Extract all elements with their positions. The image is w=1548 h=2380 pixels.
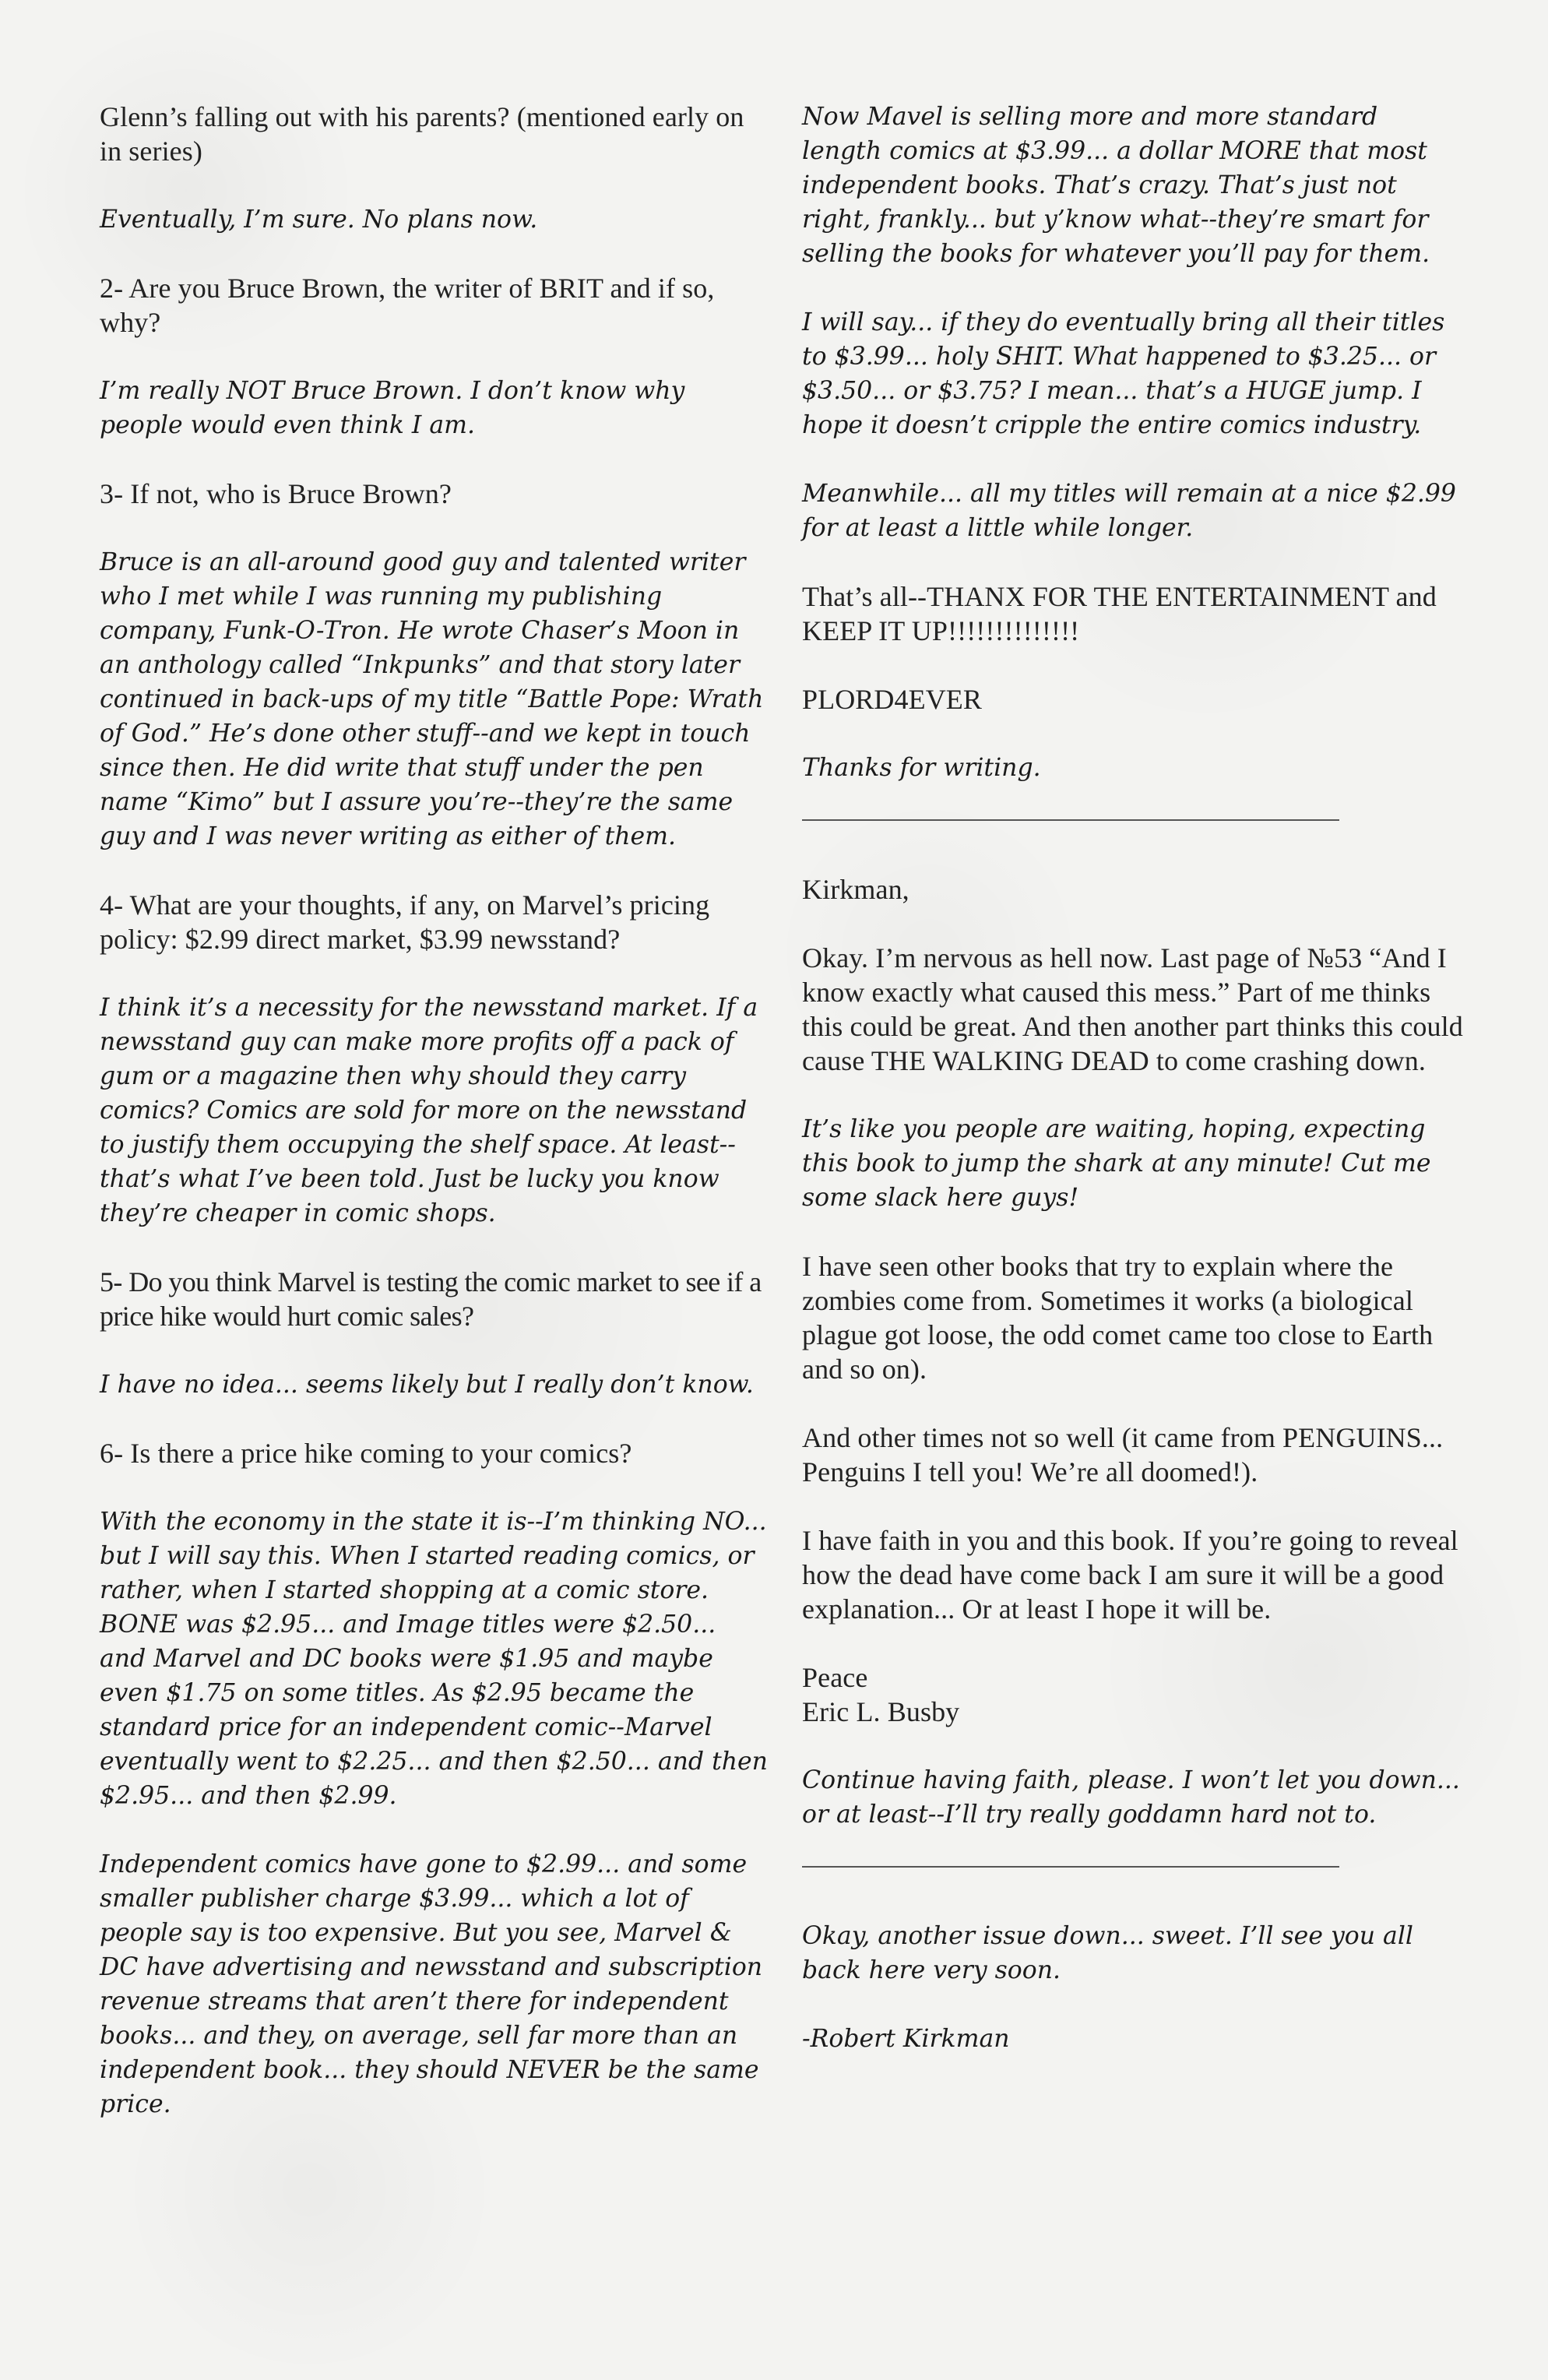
answer-6-continued: Independent comics have gone to $2.99... and some smaller publisher charge $3.99... which a lot of people say is too expensive. But you see, Marvel & DC have advertising and newsstand and subscription revenue streams that aren’t there for independent books... and they, on average, sell far more than an independent book... they should NEVER be the same price. bbox=[100, 1850, 763, 2118]
question-5: 5- Do you think Marvel is testing the comic market to see if a price hike would hurt comic sales? bbox=[100, 1266, 762, 1332]
letter2-answer-2: Continue having faith, please. I won’t let you down... or at least--I’ll try really goddamn hard not to. bbox=[802, 1766, 1460, 1829]
closing-note: Okay, another issue down... sweet. I’ll see you all back here very soon. bbox=[802, 1922, 1413, 1984]
answer-glenn: Eventually, I’m sure. No plans now. bbox=[100, 206, 538, 234]
answer-my-titles: Meanwhile... all my titles will remain at a nice $2.99 for at least a little while longer. bbox=[802, 480, 1456, 542]
letter-separator bbox=[802, 819, 1339, 821]
question-3: 3- If not, who is Bruce Brown? bbox=[100, 478, 452, 509]
answer-marvel-pricing: Now Mavel is selling more and more standard length comics at $3.99... a dollar MORE that most independent books. That’s crazy. That’s just not right, frankly... but y’know what--they’re smart for selling the books for whatever you’ll pay for them. bbox=[802, 103, 1430, 268]
answer-5: I have no idea... seems likely but I really don’t know. bbox=[100, 1371, 754, 1399]
answer-4: I think it’s a necessity for the newsstand market. If a newsstand guy can make more profits off a pack of gum or a magazine then why should they carry comics? Comics are sold for more on the newsstand to justify them occupying the shelf space. At least--that’s what I’ve been told. Just be lucky you know they’re cheaper in comic shops. bbox=[100, 994, 758, 1227]
question-4: 4- What are your thoughts, if any, on Marvel’s pricing policy: $2.99 direct market, $3.99 newsstand? bbox=[100, 889, 710, 955]
letter1-signoff: That’s all--THANX FOR THE ENTERTAINMENT and KEEP IT UP!!!!!!!!!!!!!! bbox=[802, 581, 1437, 646]
right-column bbox=[802, 100, 1464, 2090]
question-glenn: Glenn’s falling out with his parents? (mentioned early on in series) bbox=[100, 101, 744, 167]
question-2: 2- Are you Bruce Brown, the writer of BRIT and if so, why? bbox=[100, 273, 715, 338]
answer-price-jump: I will say... if they do eventually bring all their titles to $3.99... holy SHIT. What happened to $3.25... or $3.50... or $3.75? I mean... that’s a HUGE jump. I hope it doesn’t cripple the entire comics industry. bbox=[802, 308, 1445, 439]
letter2-paragraph-2: I have seen other books that try to explain where the zombies come from. Sometimes it works (a biological plague got loose, the odd comet came too close to Earth and so on). bbox=[802, 1251, 1434, 1385]
letter2-signature: Eric L. Busby bbox=[802, 1696, 960, 1727]
letter2-paragraph-1: Okay. I’m nervous as hell now. Last page of №53 “And I know exactly what caused this mess.” Part of me thinks this could be great. And then another part thinks this could cause THE WALKING DEAD to come crashing down. bbox=[802, 942, 1463, 1076]
letter2-greeting: Kirkman, bbox=[802, 874, 909, 905]
question-6: 6- Is there a price hike coming to your comics? bbox=[100, 1438, 632, 1469]
closing-signature: -Robert Kirkman bbox=[802, 2025, 1010, 2053]
left-column bbox=[100, 100, 769, 2156]
letter2-signoff bbox=[802, 1660, 1464, 1729]
answer-6: With the economy in the state it is--I’m thinking NO... but I will say this. When I started reading comics, or rather, when I started shopping at a comic store. BONE was $2.95... and Image titles were $2.50... and Marvel and DC books were $1.95 and maybe even $1.75 on some titles. As $2.95 became the standard price for an independent comic--Marvel eventually went to $2.25... and then $2.50... and then $2.95... and then $2.99. bbox=[100, 1508, 768, 1810]
letter1-signature: PLORD4EVER bbox=[802, 684, 983, 715]
answer-2: I’m really NOT Bruce Brown. I don’t know why people would even think I am. bbox=[100, 377, 685, 439]
letter2-closing: Peace bbox=[802, 1662, 868, 1693]
answer-thanks: Thanks for writing. bbox=[802, 754, 1041, 782]
letter2-answer-1: It’s like you people are waiting, hoping, expecting this book to jump the shark at any minute! Cut me some slack here guys! bbox=[802, 1115, 1431, 1212]
closing-separator bbox=[802, 1866, 1339, 1868]
letter2-paragraph-3: And other times not so well (it came from PENGUINS... Penguins I tell you! We’re all doomed!). bbox=[802, 1422, 1444, 1488]
letter2-paragraph-4: I have faith in you and this book. If you’re going to reveal how the dead have come back I am sure it will be a good explanation... Or at least I hope it will be. bbox=[802, 1525, 1458, 1625]
answer-3: Bruce is an all-around good guy and talented writer who I met while I was running my publishing company, Funk-O-Tron. He wrote Chaser’s Moon in an anthology called “Inkpunks” and that story later continued in back-ups of my title “Battle Pope: Wrath of God.” He’s done other stuff--and we kept in touch since then. He did write that stuff under the pen name “Kimo” but I assure you’re--they’re the same guy and I was never writing as either of them. bbox=[100, 548, 764, 850]
